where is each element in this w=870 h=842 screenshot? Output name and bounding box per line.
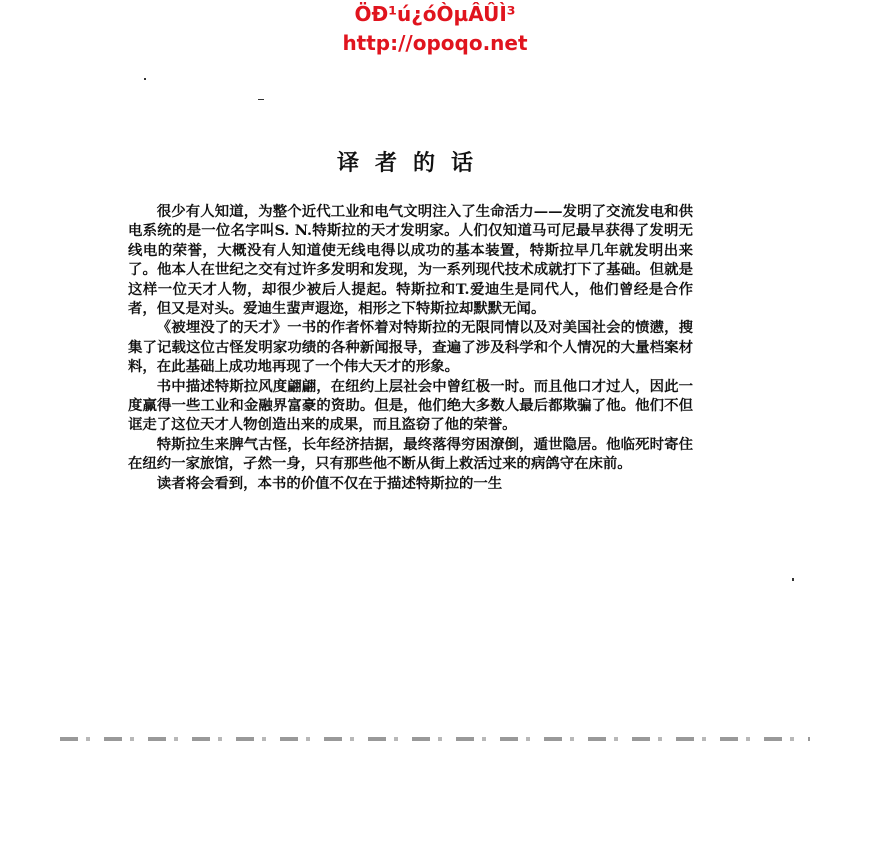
page-title: 译者的话 [336, 150, 489, 176]
scan-artifact-line [60, 737, 810, 741]
paragraph-2: 《被埋没了的天才》一书的作者怀着对特斯拉的无限同情以及对美国社会的愤懑，搜集了记载这位古怪发明家功绩的各种新闻报导，查遍了涉及科学和个人情况的大量档案材料，在此基础上成功地再现了一个伟大天才的形象。 [128, 319, 693, 376]
scan-speck [258, 99, 264, 100]
paragraph-4: 特斯拉生来脾气古怪，长年经济拮据，最终落得穷困潦倒，遁世隐居。他临死时寄住在纽约一家旅馆，孑然一身，只有那些他不断从街上救活过来的病鸽守在床前。 [128, 435, 693, 473]
watermark-garbled-text: ÖÐ¹ú¿óÒµÂÛÌ³ [354, 2, 516, 26]
paragraph-3: 书中描述特斯拉风度翩翩，在纽约上层社会中曾红极一时。而且他口才过人，因此一度赢得一些工业和金融界富豪的资助。但是，他们绝大多数人最后都欺骗了他。他们不但诓走了这位天才人物创造出来的成果，而且盗窃了他的荣誉。 [128, 377, 693, 434]
watermark-url[interactable]: http://opoqo.net [342, 31, 528, 55]
body-text [128, 202, 693, 493]
scan-speck [144, 78, 146, 80]
paragraph-5: 读者将会看到，本书的价值不仅在于描述特斯拉的一生 [156, 474, 503, 492]
paragraph-1: 很少有人知道，为整个近代工业和电气文明注入了生命活力——发明了交流发电和供电系统的是一位名字叫S. N.特斯拉的天才发明家。人们仅知道马可尼最早获得了发明无线电的荣誉，大概没有人知道使无线电得以成功的基本装置，特斯拉早几年就发明出来了。他本人在世纪之交有过许多发明和发现，为一系列现代技术成就打下了基础。但就是这样一位天才人物，却很少被后人提起。特斯拉和T.爱迪生是同代人，他们曾经是合作者，但又是对头。爱迪生蜚声遐迩，相形之下特斯拉却默默无闻。 [128, 203, 693, 318]
scan-speck [792, 578, 794, 581]
